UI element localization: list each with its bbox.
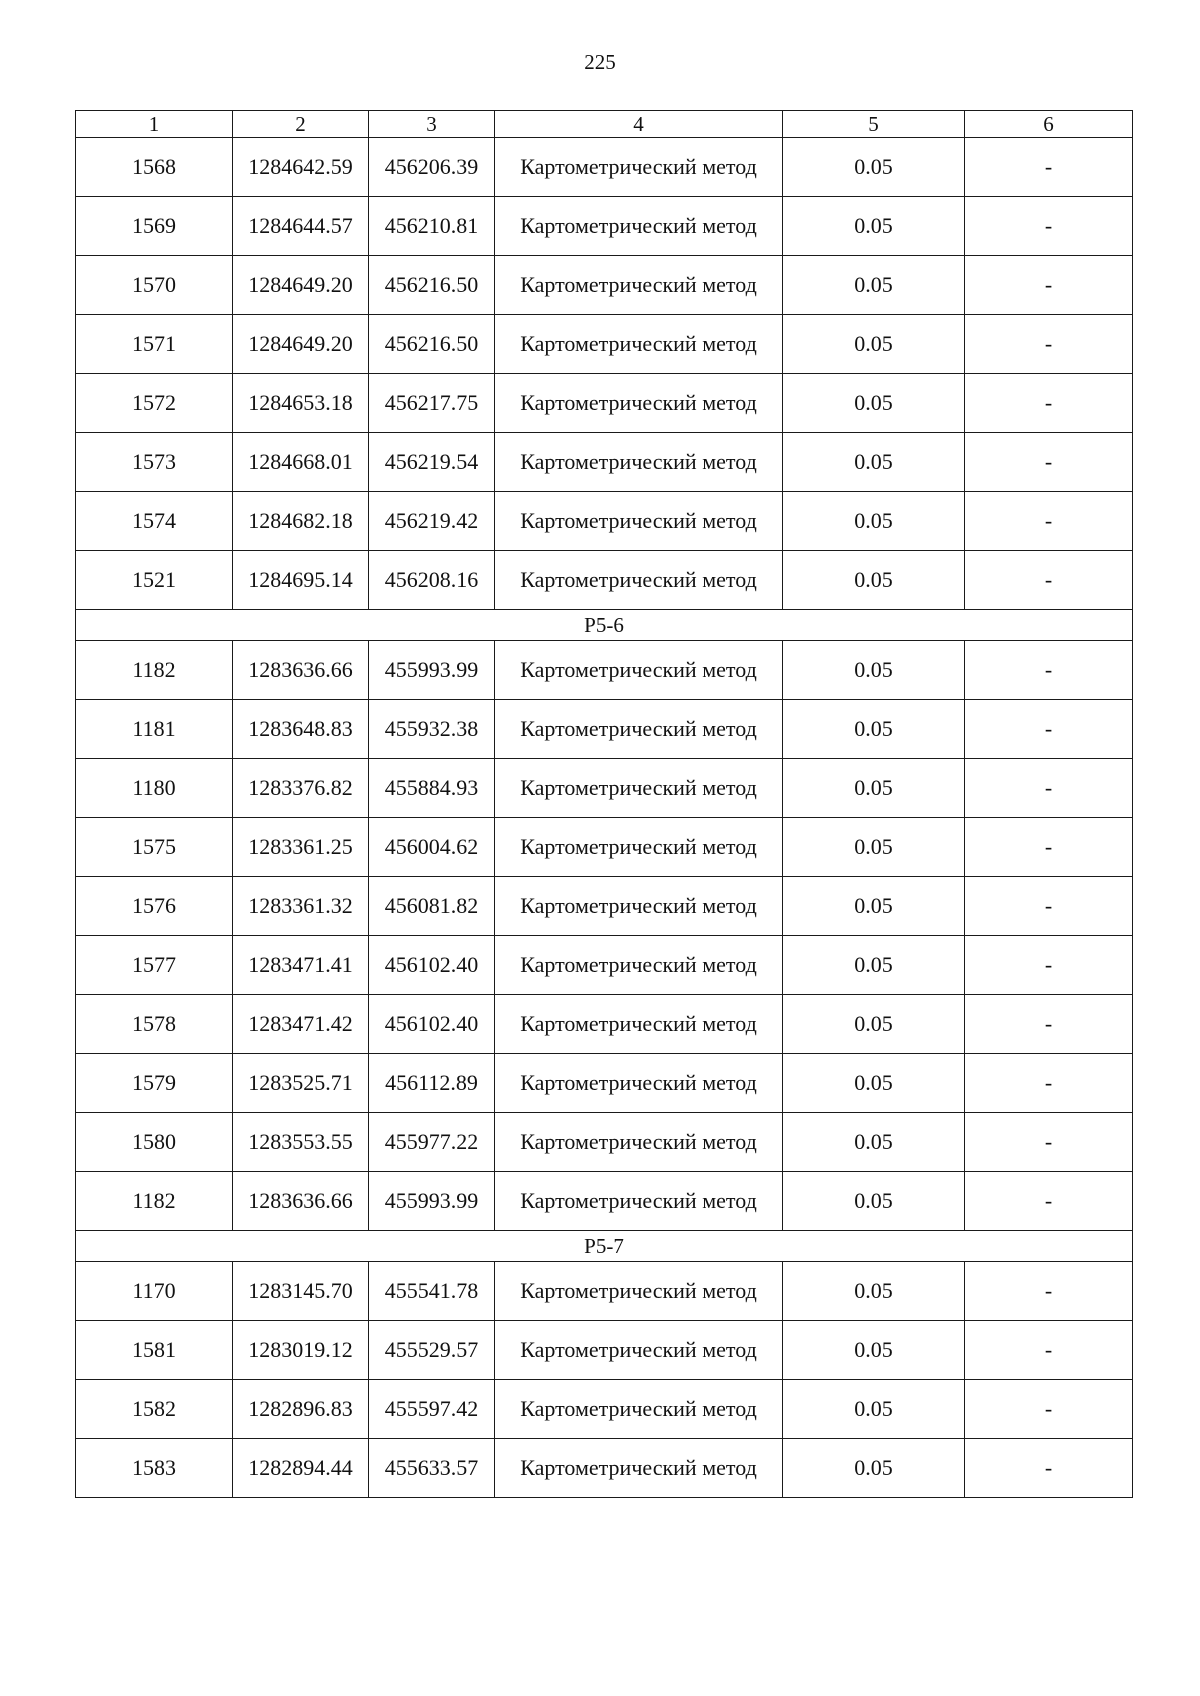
point-number-cell: 1572 xyxy=(76,374,233,433)
y-coordinate-cell: 455884.93 xyxy=(369,759,495,818)
x-coordinate-cell: 1283636.66 xyxy=(233,641,369,700)
y-coordinate-cell: 455977.22 xyxy=(369,1113,495,1172)
x-coordinate-cell: 1283648.83 xyxy=(233,700,369,759)
accuracy-cell: 0.05 xyxy=(783,1113,965,1172)
note-cell: - xyxy=(965,759,1133,818)
y-coordinate-cell: 456210.81 xyxy=(369,197,495,256)
point-number-cell: 1570 xyxy=(76,256,233,315)
method-cell: Картометрический метод xyxy=(495,877,783,936)
x-coordinate-cell: 1284649.20 xyxy=(233,256,369,315)
accuracy-cell: 0.05 xyxy=(783,877,965,936)
accuracy-cell: 0.05 xyxy=(783,256,965,315)
table-row xyxy=(76,641,1133,700)
table-row xyxy=(76,374,1133,433)
method-cell: Картометрический метод xyxy=(495,551,783,610)
y-coordinate-cell: 456102.40 xyxy=(369,995,495,1054)
method-cell: Картометрический метод xyxy=(495,433,783,492)
note-cell: - xyxy=(965,433,1133,492)
note-cell: - xyxy=(965,700,1133,759)
y-coordinate-cell: 455932.38 xyxy=(369,700,495,759)
section-row xyxy=(76,1231,1133,1262)
method-cell: Картометрический метод xyxy=(495,641,783,700)
x-coordinate-cell: 1283376.82 xyxy=(233,759,369,818)
method-cell: Картометрический метод xyxy=(495,1054,783,1113)
method-cell: Картометрический метод xyxy=(495,759,783,818)
x-coordinate-cell: 1284653.18 xyxy=(233,374,369,433)
x-coordinate-cell: 1284644.57 xyxy=(233,197,369,256)
table-row xyxy=(76,1439,1133,1498)
method-cell: Картометрический метод xyxy=(495,995,783,1054)
table-header-row xyxy=(76,111,1133,138)
x-coordinate-cell: 1282896.83 xyxy=(233,1380,369,1439)
y-coordinate-cell: 455597.42 xyxy=(369,1380,495,1439)
method-cell: Картометрический метод xyxy=(495,492,783,551)
point-number-cell: 1575 xyxy=(76,818,233,877)
x-coordinate-cell: 1283553.55 xyxy=(233,1113,369,1172)
method-cell: Картометрический метод xyxy=(495,818,783,877)
table-row xyxy=(76,936,1133,995)
note-cell: - xyxy=(965,1113,1133,1172)
table-row xyxy=(76,256,1133,315)
note-cell: - xyxy=(965,197,1133,256)
point-number-cell: 1579 xyxy=(76,1054,233,1113)
note-cell: - xyxy=(965,1439,1133,1498)
note-cell: - xyxy=(965,1054,1133,1113)
y-coordinate-cell: 456216.50 xyxy=(369,256,495,315)
x-coordinate-cell: 1283361.32 xyxy=(233,877,369,936)
y-coordinate-cell: 455529.57 xyxy=(369,1321,495,1380)
method-cell: Картометрический метод xyxy=(495,1113,783,1172)
point-number-cell: 1181 xyxy=(76,700,233,759)
note-cell: - xyxy=(965,1172,1133,1231)
point-number-cell: 1182 xyxy=(76,641,233,700)
x-coordinate-cell: 1283525.71 xyxy=(233,1054,369,1113)
accuracy-cell: 0.05 xyxy=(783,551,965,610)
point-number-cell: 1583 xyxy=(76,1439,233,1498)
table-row xyxy=(76,1172,1133,1231)
note-cell: - xyxy=(965,256,1133,315)
coordinates-table xyxy=(75,110,1133,1498)
accuracy-cell: 0.05 xyxy=(783,315,965,374)
accuracy-cell: 0.05 xyxy=(783,641,965,700)
table-row xyxy=(76,1054,1133,1113)
note-cell: - xyxy=(965,936,1133,995)
y-coordinate-cell: 456219.54 xyxy=(369,433,495,492)
accuracy-cell: 0.05 xyxy=(783,1262,965,1321)
accuracy-cell: 0.05 xyxy=(783,138,965,197)
point-number-cell: 1521 xyxy=(76,551,233,610)
accuracy-cell: 0.05 xyxy=(783,492,965,551)
table-row xyxy=(76,1113,1133,1172)
table-row xyxy=(76,700,1133,759)
point-number-cell: 1568 xyxy=(76,138,233,197)
table-row xyxy=(76,995,1133,1054)
method-cell: Картометрический метод xyxy=(495,1172,783,1231)
section-title: Р5-6 xyxy=(76,610,1133,641)
point-number-cell: 1182 xyxy=(76,1172,233,1231)
column-header: 5 xyxy=(783,111,965,138)
note-cell: - xyxy=(965,1321,1133,1380)
table-row xyxy=(76,551,1133,610)
point-number-cell: 1582 xyxy=(76,1380,233,1439)
table-row xyxy=(76,1262,1133,1321)
accuracy-cell: 0.05 xyxy=(783,995,965,1054)
page-number: 225 xyxy=(584,50,616,74)
accuracy-cell: 0.05 xyxy=(783,936,965,995)
table-row xyxy=(76,1380,1133,1439)
y-coordinate-cell: 455993.99 xyxy=(369,1172,495,1231)
accuracy-cell: 0.05 xyxy=(783,197,965,256)
y-coordinate-cell: 455993.99 xyxy=(369,641,495,700)
point-number-cell: 1569 xyxy=(76,197,233,256)
y-coordinate-cell: 456206.39 xyxy=(369,138,495,197)
section-title: Р5-7 xyxy=(76,1231,1133,1262)
y-coordinate-cell: 456216.50 xyxy=(369,315,495,374)
point-number-cell: 1574 xyxy=(76,492,233,551)
note-cell: - xyxy=(965,492,1133,551)
x-coordinate-cell: 1284682.18 xyxy=(233,492,369,551)
method-cell: Картометрический метод xyxy=(495,1262,783,1321)
table-row xyxy=(76,877,1133,936)
y-coordinate-cell: 455633.57 xyxy=(369,1439,495,1498)
table-body xyxy=(76,111,1133,1498)
y-coordinate-cell: 456208.16 xyxy=(369,551,495,610)
accuracy-cell: 0.05 xyxy=(783,759,965,818)
x-coordinate-cell: 1282894.44 xyxy=(233,1439,369,1498)
column-header: 2 xyxy=(233,111,369,138)
y-coordinate-cell: 456217.75 xyxy=(369,374,495,433)
y-coordinate-cell: 456219.42 xyxy=(369,492,495,551)
accuracy-cell: 0.05 xyxy=(783,1380,965,1439)
method-cell: Картометрический метод xyxy=(495,315,783,374)
point-number-cell: 1580 xyxy=(76,1113,233,1172)
note-cell: - xyxy=(965,877,1133,936)
x-coordinate-cell: 1284668.01 xyxy=(233,433,369,492)
point-number-cell: 1578 xyxy=(76,995,233,1054)
note-cell: - xyxy=(965,374,1133,433)
table-row xyxy=(76,138,1133,197)
y-coordinate-cell: 456004.62 xyxy=(369,818,495,877)
y-coordinate-cell: 456081.82 xyxy=(369,877,495,936)
y-coordinate-cell: 455541.78 xyxy=(369,1262,495,1321)
table-row xyxy=(76,1321,1133,1380)
method-cell: Картометрический метод xyxy=(495,1439,783,1498)
accuracy-cell: 0.05 xyxy=(783,700,965,759)
x-coordinate-cell: 1284695.14 xyxy=(233,551,369,610)
accuracy-cell: 0.05 xyxy=(783,433,965,492)
accuracy-cell: 0.05 xyxy=(783,1172,965,1231)
column-header: 1 xyxy=(76,111,233,138)
method-cell: Картометрический метод xyxy=(495,936,783,995)
x-coordinate-cell: 1283019.12 xyxy=(233,1321,369,1380)
note-cell: - xyxy=(965,1262,1133,1321)
x-coordinate-cell: 1283471.41 xyxy=(233,936,369,995)
table-row xyxy=(76,433,1133,492)
table-row xyxy=(76,759,1133,818)
x-coordinate-cell: 1284642.59 xyxy=(233,138,369,197)
note-cell: - xyxy=(965,315,1133,374)
point-number-cell: 1577 xyxy=(76,936,233,995)
column-header: 3 xyxy=(369,111,495,138)
table-row xyxy=(76,492,1133,551)
point-number-cell: 1581 xyxy=(76,1321,233,1380)
method-cell: Картометрический метод xyxy=(495,197,783,256)
method-cell: Картометрический метод xyxy=(495,1321,783,1380)
note-cell: - xyxy=(965,818,1133,877)
note-cell: - xyxy=(965,995,1133,1054)
x-coordinate-cell: 1283145.70 xyxy=(233,1262,369,1321)
method-cell: Картометрический метод xyxy=(495,700,783,759)
accuracy-cell: 0.05 xyxy=(783,1439,965,1498)
method-cell: Картометрический метод xyxy=(495,1380,783,1439)
x-coordinate-cell: 1284649.20 xyxy=(233,315,369,374)
point-number-cell: 1571 xyxy=(76,315,233,374)
table-row xyxy=(76,197,1133,256)
point-number-cell: 1180 xyxy=(76,759,233,818)
method-cell: Картометрический метод xyxy=(495,374,783,433)
y-coordinate-cell: 456112.89 xyxy=(369,1054,495,1113)
method-cell: Картометрический метод xyxy=(495,138,783,197)
method-cell: Картометрический метод xyxy=(495,256,783,315)
table-row xyxy=(76,818,1133,877)
note-cell: - xyxy=(965,1380,1133,1439)
section-row xyxy=(76,610,1133,641)
column-header: 6 xyxy=(965,111,1133,138)
x-coordinate-cell: 1283471.42 xyxy=(233,995,369,1054)
column-header: 4 xyxy=(495,111,783,138)
note-cell: - xyxy=(965,138,1133,197)
note-cell: - xyxy=(965,551,1133,610)
accuracy-cell: 0.05 xyxy=(783,1321,965,1380)
point-number-cell: 1576 xyxy=(76,877,233,936)
point-number-cell: 1170 xyxy=(76,1262,233,1321)
x-coordinate-cell: 1283361.25 xyxy=(233,818,369,877)
accuracy-cell: 0.05 xyxy=(783,1054,965,1113)
y-coordinate-cell: 456102.40 xyxy=(369,936,495,995)
x-coordinate-cell: 1283636.66 xyxy=(233,1172,369,1231)
table-row xyxy=(76,315,1133,374)
accuracy-cell: 0.05 xyxy=(783,374,965,433)
point-number-cell: 1573 xyxy=(76,433,233,492)
accuracy-cell: 0.05 xyxy=(783,818,965,877)
note-cell: - xyxy=(965,641,1133,700)
